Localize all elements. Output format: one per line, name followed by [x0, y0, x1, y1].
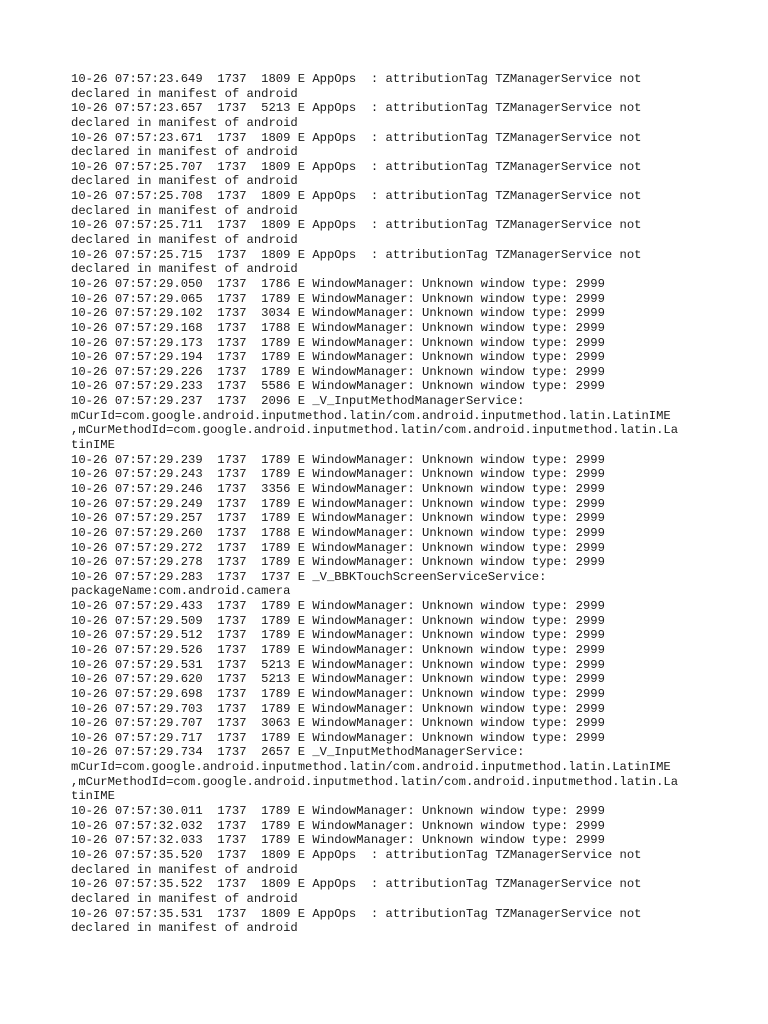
log-line: tinIME: [71, 789, 115, 804]
log-line: 10-26 07:57:29.620 1737 5213 E WindowManager: Unknown window type: 2999: [71, 672, 605, 687]
log-line: 10-26 07:57:29.526 1737 1789 E WindowManager: Unknown window type: 2999: [71, 642, 605, 657]
log-line: 10-26 07:57:29.707 1737 3063 E WindowManager: Unknown window type: 2999: [71, 716, 605, 731]
log-line: 10-26 07:57:29.272 1737 1789 E WindowManager: Unknown window type: 2999: [71, 540, 605, 555]
log-line: 10-26 07:57:29.433 1737 1789 E WindowManager: Unknown window type: 2999: [71, 599, 605, 614]
log-line: 10-26 07:57:29.226 1737 1789 E WindowManager: Unknown window type: 2999: [71, 364, 605, 379]
log-line: 10-26 07:57:29.260 1737 1788 E WindowManager: Unknown window type: 2999: [71, 525, 605, 540]
log-line: 10-26 07:57:29.102 1737 3034 E WindowManager: Unknown window type: 2999: [71, 306, 605, 321]
log-line: 10-26 07:57:23.671 1737 1809 E AppOps : attributionTag TZManagerService not: [71, 130, 642, 145]
log-line: 10-26 07:57:25.711 1737 1809 E AppOps : attributionTag TZManagerService not: [71, 218, 642, 233]
log-line: tinIME: [71, 438, 115, 453]
log-line: 10-26 07:57:35.520 1737 1809 E AppOps : attributionTag TZManagerService not: [71, 847, 642, 862]
log-line: 10-26 07:57:35.522 1737 1809 E AppOps : attributionTag TZManagerService not: [71, 877, 642, 892]
log-line: mCurId=com.google.android.inputmethod.latin/com.android.inputmethod.latin.LatinIME: [71, 760, 671, 775]
log-line: 10-26 07:57:25.708 1737 1809 E AppOps : attributionTag TZManagerService not: [71, 189, 642, 204]
log-line: 10-26 07:57:29.703 1737 1789 E WindowManager: Unknown window type: 2999: [71, 701, 605, 716]
log-line: declared in manifest of android: [71, 262, 298, 277]
log-line: packageName:com.android.camera: [71, 584, 291, 599]
log-line: declared in manifest of android: [71, 862, 298, 877]
log-line: declared in manifest of android: [71, 891, 298, 906]
log-line: 10-26 07:57:29.237 1737 2096 E _V_InputMethodManagerService:: [71, 394, 525, 409]
log-line: declared in manifest of android: [71, 921, 298, 936]
log-line: ,mCurMethodId=com.google.android.inputmethod.latin/com.android.inputmethod.latin.La: [71, 774, 679, 789]
log-line: ,mCurMethodId=com.google.android.inputmethod.latin/com.android.inputmethod.latin.La: [71, 423, 679, 438]
log-line: 10-26 07:57:29.173 1737 1789 E WindowManager: Unknown window type: 2999: [71, 335, 605, 350]
log-line: 10-26 07:57:29.194 1737 1789 E WindowManager: Unknown window type: 2999: [71, 350, 605, 365]
log-line: 10-26 07:57:29.717 1737 1789 E WindowManager: Unknown window type: 2999: [71, 730, 605, 745]
log-line: 10-26 07:57:23.657 1737 5213 E AppOps : attributionTag TZManagerService not: [71, 101, 642, 116]
log-line: 10-26 07:57:29.283 1737 1737 E _V_BBKTouchScreenServiceService:: [71, 569, 547, 584]
log-line: 10-26 07:57:29.246 1737 3356 E WindowManager: Unknown window type: 2999: [71, 481, 605, 496]
log-line: 10-26 07:57:29.065 1737 1789 E WindowManager: Unknown window type: 2999: [71, 291, 605, 306]
log-line: 10-26 07:57:29.249 1737 1789 E WindowManager: Unknown window type: 2999: [71, 496, 605, 511]
log-line: 10-26 07:57:25.715 1737 1809 E AppOps : attributionTag TZManagerService not: [71, 247, 642, 262]
log-line: 10-26 07:57:29.233 1737 5586 E WindowManager: Unknown window type: 2999: [71, 379, 605, 394]
log-line: 10-26 07:57:32.032 1737 1789 E WindowManager: Unknown window type: 2999: [71, 818, 605, 833]
log-line: declared in manifest of android: [71, 174, 298, 189]
log-line: declared in manifest of android: [71, 203, 298, 218]
log-line: 10-26 07:57:35.531 1737 1809 E AppOps : attributionTag TZManagerService not: [71, 906, 642, 921]
log-line: 10-26 07:57:29.278 1737 1789 E WindowManager: Unknown window type: 2999: [71, 555, 605, 570]
log-line: 10-26 07:57:30.011 1737 1789 E WindowManager: Unknown window type: 2999: [71, 804, 605, 819]
log-line: 10-26 07:57:29.734 1737 2657 E _V_InputMethodManagerService:: [71, 745, 525, 760]
log-line: 10-26 07:57:29.257 1737 1789 E WindowManager: Unknown window type: 2999: [71, 511, 605, 526]
log-line: 10-26 07:57:29.512 1737 1789 E WindowManager: Unknown window type: 2999: [71, 628, 605, 643]
log-line: 10-26 07:57:25.707 1737 1809 E AppOps : attributionTag TZManagerService not: [71, 159, 642, 174]
log-line: 10-26 07:57:29.698 1737 1789 E WindowManager: Unknown window type: 2999: [71, 686, 605, 701]
log-line: declared in manifest of android: [71, 86, 298, 101]
log-line: 10-26 07:57:29.050 1737 1786 E WindowManager: Unknown window type: 2999: [71, 276, 605, 291]
log-line: 10-26 07:57:32.033 1737 1789 E WindowManager: Unknown window type: 2999: [71, 833, 605, 848]
log-line: 10-26 07:57:29.531 1737 5213 E WindowManager: Unknown window type: 2999: [71, 657, 605, 672]
log-line: declared in manifest of android: [71, 233, 298, 248]
log-line: mCurId=com.google.android.inputmethod.latin/com.android.inputmethod.latin.LatinIME: [71, 408, 671, 423]
log-line: 10-26 07:57:29.243 1737 1789 E WindowManager: Unknown window type: 2999: [71, 467, 605, 482]
log-line: 10-26 07:57:29.239 1737 1789 E WindowManager: Unknown window type: 2999: [71, 452, 605, 467]
log-line: declared in manifest of android: [71, 115, 298, 130]
log-line: 10-26 07:57:29.168 1737 1788 E WindowManager: Unknown window type: 2999: [71, 320, 605, 335]
log-line: declared in manifest of android: [71, 145, 298, 160]
log-line: 10-26 07:57:29.509 1737 1789 E WindowManager: Unknown window type: 2999: [71, 613, 605, 628]
log-text-block: [71, 72, 731, 936]
log-line: 10-26 07:57:23.649 1737 1809 E AppOps : attributionTag TZManagerService not: [71, 72, 642, 86]
